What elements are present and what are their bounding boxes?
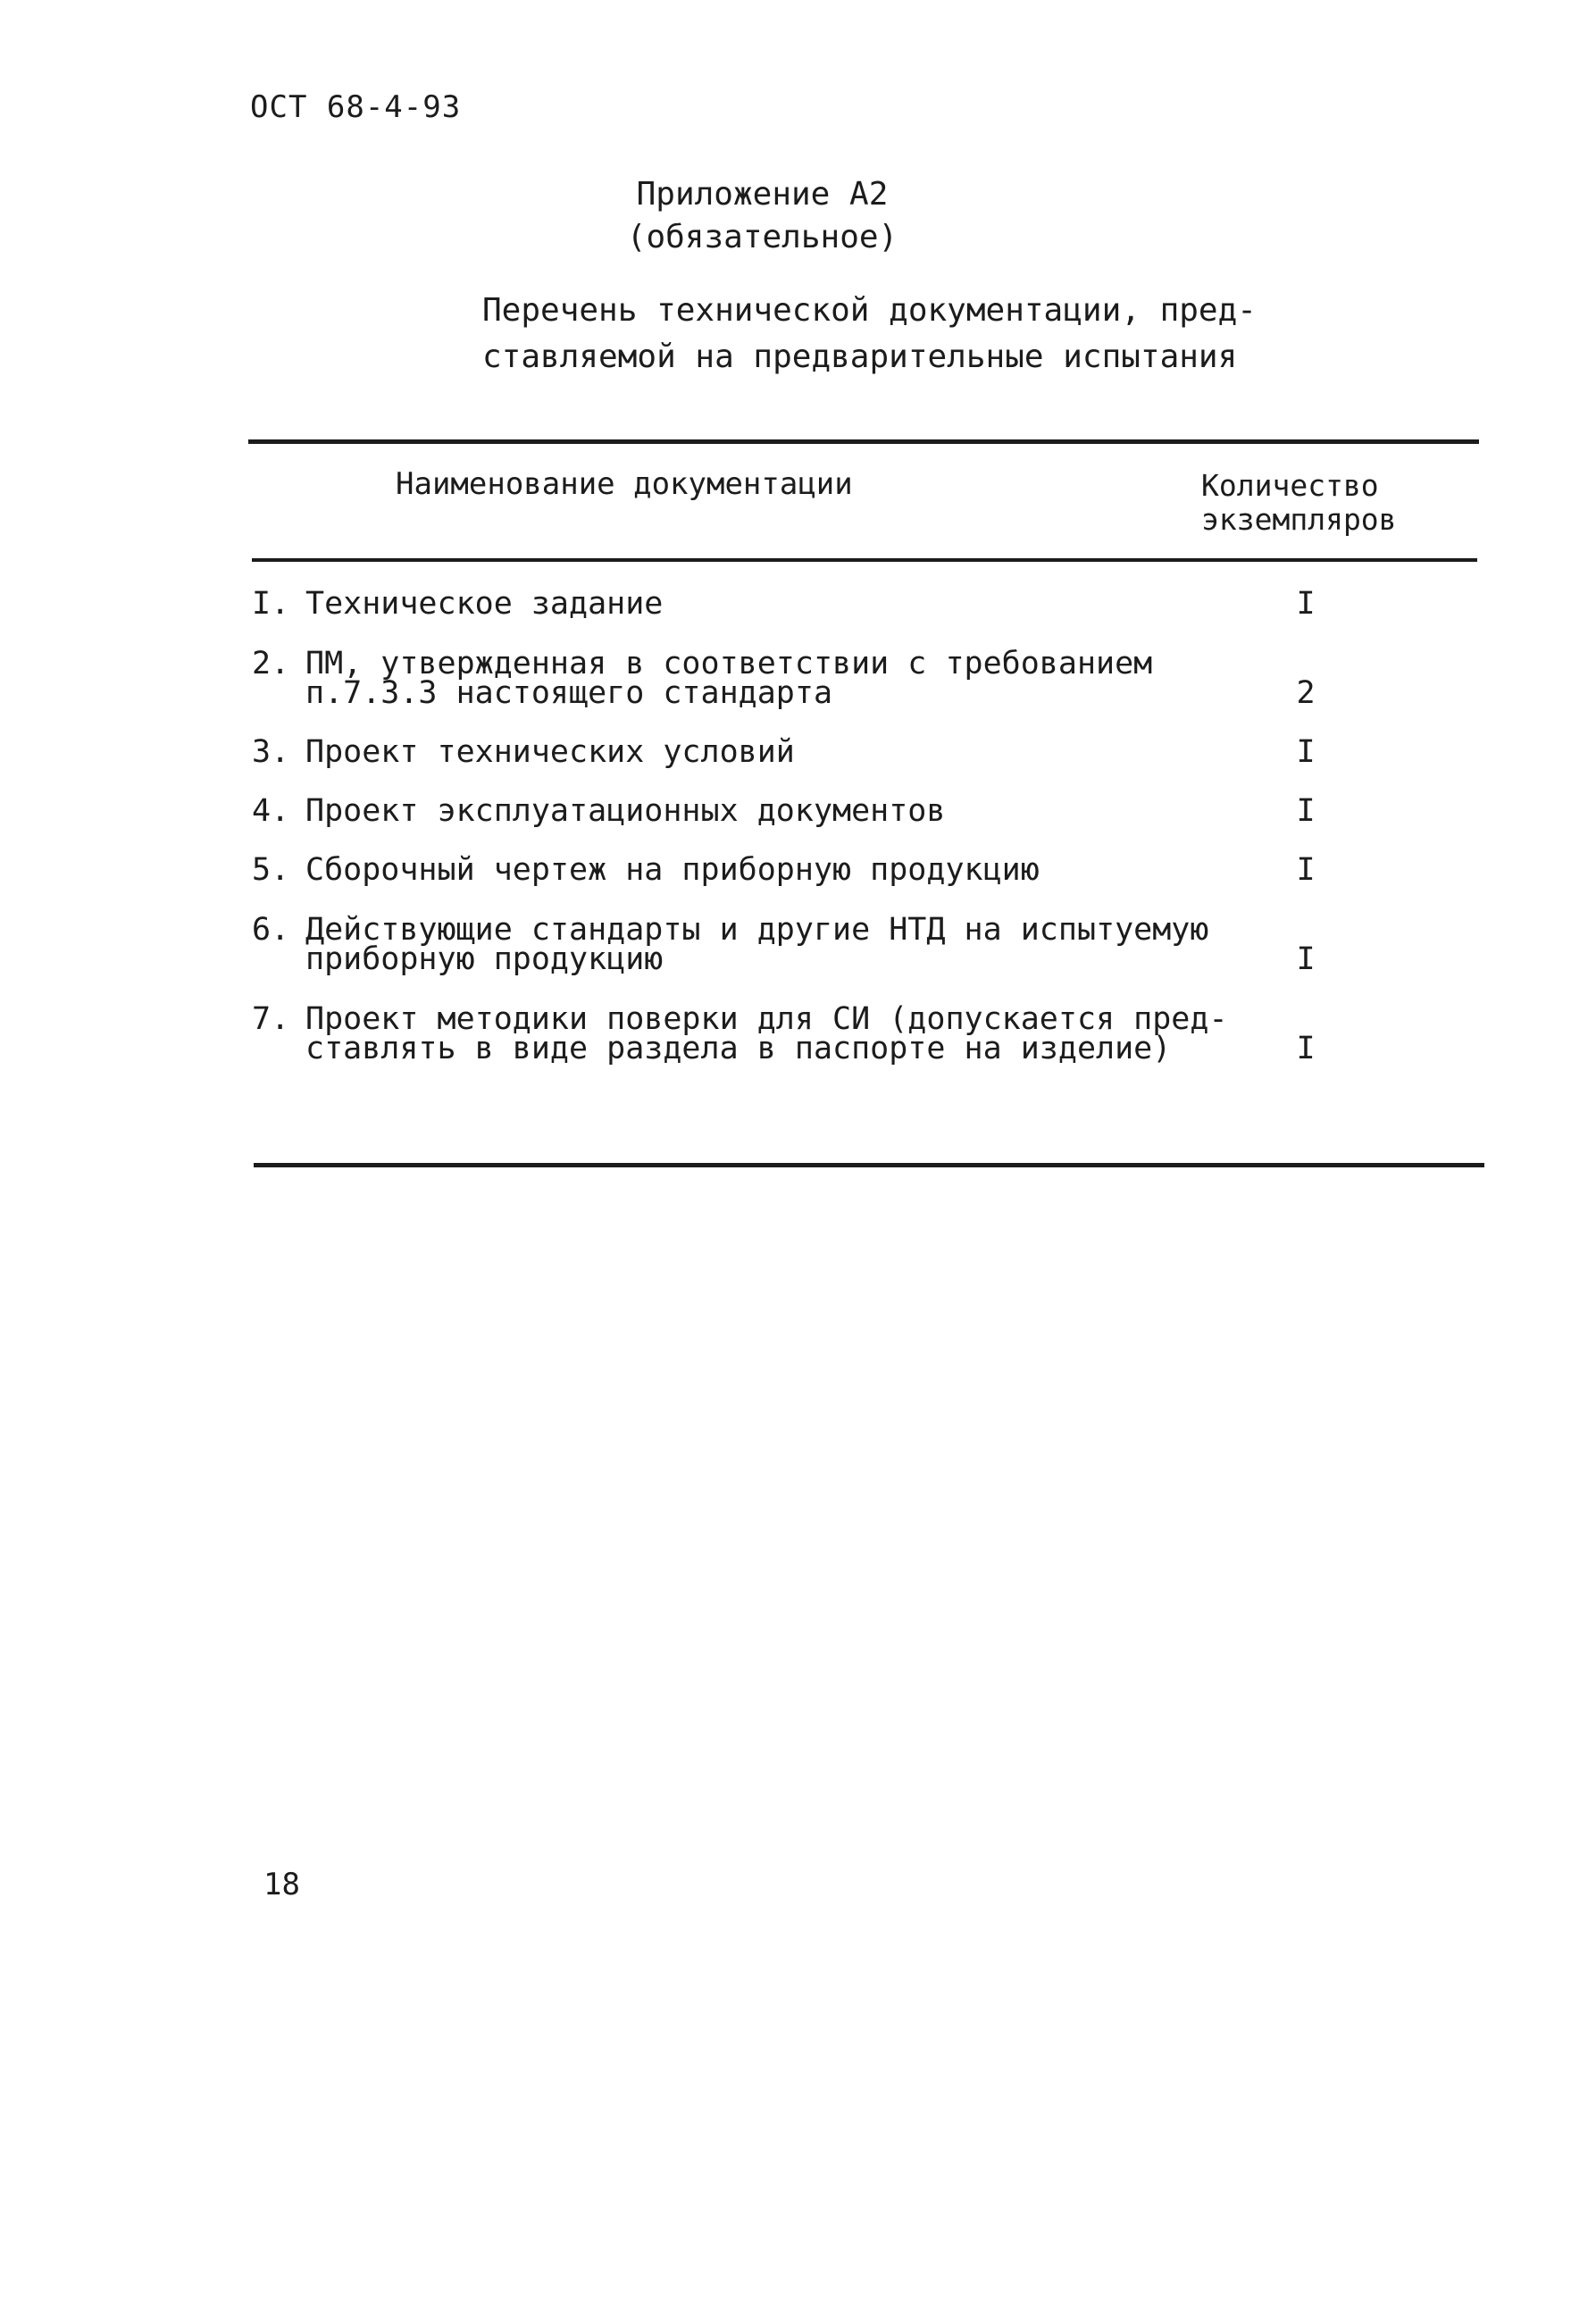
row-number: 7. xyxy=(252,1001,290,1037)
row-number: 5. xyxy=(252,852,290,888)
row-document-name xyxy=(305,734,1216,770)
row-quantity: 2 xyxy=(1296,675,1316,711)
row-document-name xyxy=(305,1001,1228,1066)
list-heading-line-1: Перечень технической документации, пред- xyxy=(482,292,1257,329)
row-quantity: I xyxy=(1296,852,1316,888)
row-text-line-1: Проект методики поверки для СИ (допускается пред- xyxy=(305,1001,1228,1037)
column-header-quantity-line-1: Количество xyxy=(1201,468,1379,503)
row-number: 2. xyxy=(252,646,290,681)
column-header-name: Наименование документации xyxy=(396,466,853,502)
row-document-name xyxy=(305,912,1216,977)
page-number: 18 xyxy=(263,1867,300,1902)
row-quantity: I xyxy=(1296,734,1316,770)
row-number: 3. xyxy=(252,734,290,770)
row-document-name xyxy=(305,793,1216,829)
row-number: I. xyxy=(252,586,290,622)
column-header-quantity-line-2: экземпляров xyxy=(1201,502,1397,537)
row-quantity: I xyxy=(1296,1031,1316,1066)
appendix-status: (обязательное) xyxy=(626,219,898,255)
row-text-line-1: Проект эксплуатационных документов xyxy=(305,793,946,829)
row-document-name xyxy=(305,646,1216,711)
row-text-line-1: Сборочный чертеж на приборную продукцию xyxy=(305,852,1040,888)
row-text-line-2: п.7.3.3 настоящего стандарта xyxy=(305,675,833,711)
row-text-line-1: Действующие стандарты и другие НТД на испытуемую xyxy=(305,912,1209,948)
row-text-line-1: Проект технических условий xyxy=(305,734,795,770)
row-quantity: I xyxy=(1296,941,1316,977)
list-heading-line-2: ставляемой на предварительные испытания xyxy=(482,339,1238,375)
row-quantity: I xyxy=(1296,586,1316,622)
row-text-line-1: ПМ, утвержденная в соответствии с требованием xyxy=(305,646,1153,681)
document-code: ОСТ 68-4-93 xyxy=(250,89,462,125)
row-document-name xyxy=(305,586,1216,622)
row-text-line-2: приборную продукцию xyxy=(305,941,664,977)
row-quantity: I xyxy=(1296,793,1316,829)
row-number: 6. xyxy=(252,912,290,948)
appendix-label: Приложение А2 xyxy=(636,176,889,213)
row-text-line-1: Техническое задание xyxy=(305,586,664,622)
row-text-line-2: ставлять в виде раздела в паспорте на изделие) xyxy=(305,1031,1172,1066)
table-top-rule xyxy=(248,439,1479,444)
row-document-name xyxy=(305,852,1216,888)
column-header-quantity xyxy=(1201,469,1397,537)
table-bottom-rule xyxy=(254,1163,1484,1167)
table-header-rule xyxy=(252,558,1477,562)
row-number: 4. xyxy=(252,793,290,829)
